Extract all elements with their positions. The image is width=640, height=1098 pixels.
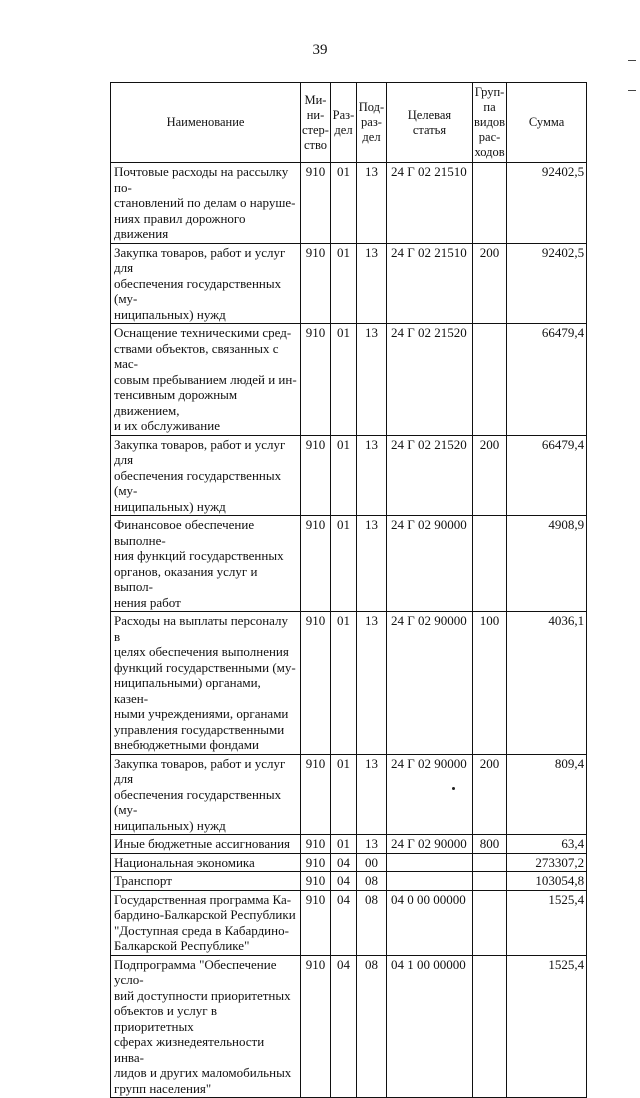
header-subsection-line: дел <box>362 130 381 144</box>
cell-target-article: 24 Г 02 21520 <box>386 324 472 436</box>
cell-target-article: 24 Г 02 21510 <box>386 163 472 244</box>
cell-ministry: 910 <box>301 890 331 955</box>
cell-ministry: 910 <box>301 435 331 516</box>
cell-section: 01 <box>330 612 356 755</box>
header-subsection-line: Под- <box>358 100 385 114</box>
cell-ministry: 910 <box>301 324 331 436</box>
table-row <box>111 612 587 755</box>
table-row <box>111 163 587 244</box>
cell-ministry: 910 <box>301 955 331 1098</box>
table-row <box>111 835 587 854</box>
cell-expense-group <box>472 872 506 891</box>
cell-name-line: Транспорт <box>114 873 172 888</box>
cell-target-article <box>386 872 472 891</box>
cell-name-line: ствами объектов, связанных с мас- <box>114 340 279 371</box>
header-name: Наименование <box>111 83 301 163</box>
cell-name <box>111 435 301 516</box>
cell-name-line: групп населения" <box>114 1080 212 1096</box>
cell-sum: 1525,4 <box>507 955 587 1098</box>
cell-name-line: Финансовое обеспечение выполне- <box>114 517 255 548</box>
cell-section: 01 <box>330 835 356 854</box>
cell-name-line: сферах жизнедеятельности инва- <box>114 1034 265 1065</box>
header-section-line: Раз- <box>332 107 355 122</box>
header-subsection-line: раз- <box>361 115 382 129</box>
cell-name-line: становлений по делам о наруше- <box>114 195 296 210</box>
header-ministry-line: ни- <box>306 107 325 122</box>
cell-expense-group <box>472 890 506 955</box>
cell-subsection: 13 <box>356 324 386 436</box>
header-sum: Сумма <box>507 83 587 163</box>
cell-name-line: Закупка товаров, работ и услуг для <box>114 244 286 275</box>
cell-subsection: 08 <box>356 955 386 1098</box>
cell-name <box>111 835 301 854</box>
cell-ministry: 910 <box>301 872 331 891</box>
header-target-line: статья <box>412 122 447 137</box>
cell-expense-group <box>472 516 506 612</box>
cell-sum: 63,4 <box>507 835 587 854</box>
header-group-line: па <box>483 100 496 114</box>
cell-name <box>111 890 301 955</box>
cell-ministry: 910 <box>301 243 331 324</box>
cell-name-line: Оснащение техническими сред- <box>114 325 292 340</box>
cell-section: 01 <box>330 324 356 436</box>
cell-ministry: 910 <box>301 754 331 835</box>
table-row <box>111 872 587 891</box>
cell-target-article: 24 Г 02 21510 <box>386 243 472 324</box>
cell-ministry: 910 <box>301 612 331 755</box>
cell-target-article: 24 Г 02 90000 <box>386 835 472 854</box>
cell-name-line: Национальная экономика <box>114 854 255 870</box>
cell-name-line: ниципальных) нужд <box>114 498 226 514</box>
cell-sum: 1525,4 <box>507 890 587 955</box>
cell-subsection: 13 <box>356 243 386 324</box>
cell-name <box>111 243 301 324</box>
cell-name-line: обеспечения государственных (му- <box>114 467 282 498</box>
cell-name-line: обеспечения государственных (му- <box>114 275 282 306</box>
header-ministry <box>301 83 331 163</box>
cell-sum: 92402,5 <box>507 243 587 324</box>
header-subsection <box>356 83 386 163</box>
cell-name-line: ниципальных) нужд <box>114 817 226 833</box>
header-ministry-line: ство <box>303 137 328 152</box>
cell-expense-group <box>472 163 506 244</box>
cell-subsection: 13 <box>356 612 386 755</box>
cell-name-line: Закупка товаров, работ и услуг для <box>114 436 286 467</box>
cell-subsection: 13 <box>356 163 386 244</box>
header-target-article <box>386 83 472 163</box>
cell-sum: 809,4 <box>507 754 587 835</box>
table-row <box>111 890 587 955</box>
header-section <box>330 83 356 163</box>
cell-sum: 92402,5 <box>507 163 587 244</box>
cell-ministry: 910 <box>301 516 331 612</box>
cell-name-line: ниципальных) нужд <box>114 306 226 322</box>
cell-name <box>111 612 301 755</box>
cell-name <box>111 754 301 835</box>
budget-table <box>110 82 587 1098</box>
header-group-line: рас- <box>478 130 501 144</box>
cell-sum: 4908,9 <box>507 516 587 612</box>
header-ministry-line: Ми- <box>304 92 327 107</box>
cell-name-line: целях обеспечения выполнения <box>114 644 289 659</box>
cell-expense-group <box>472 324 506 436</box>
cell-section: 01 <box>330 243 356 324</box>
cell-target-article: 24 Г 02 21520 <box>386 435 472 516</box>
cell-target-article: 24 Г 02 90000 <box>386 612 472 755</box>
table-row <box>111 853 587 872</box>
header-expense-group <box>472 83 506 163</box>
header-section-line: дел <box>334 122 353 137</box>
cell-subsection: 08 <box>356 872 386 891</box>
table-row <box>111 243 587 324</box>
cell-name-line: ными учреждениями, органами <box>114 706 289 721</box>
cell-name-line: Почтовые расходы на рассылку по- <box>114 164 289 195</box>
cell-name-line: нения работ <box>114 594 181 610</box>
cell-name-line: Государственная программа Ка- <box>114 891 292 907</box>
edge-mark <box>628 60 636 61</box>
cell-name <box>111 872 301 891</box>
cell-section: 01 <box>330 435 356 516</box>
table-row <box>111 435 587 516</box>
cell-name-line: и их обслуживание <box>114 418 220 433</box>
cell-expense-group <box>472 853 506 872</box>
cell-section: 04 <box>330 955 356 1098</box>
table-header-row <box>111 83 587 163</box>
cell-subsection: 08 <box>356 890 386 955</box>
cell-name-line: "Доступная среда в Кабардино- <box>114 922 289 938</box>
cell-section: 04 <box>330 853 356 872</box>
cell-name <box>111 955 301 1098</box>
cell-expense-group: 800 <box>472 835 506 854</box>
cell-sum: 103054,8 <box>507 872 587 891</box>
cell-ministry: 910 <box>301 163 331 244</box>
cell-subsection: 00 <box>356 853 386 872</box>
table-body <box>111 163 587 1098</box>
header-group-line: Груп- <box>474 85 505 99</box>
header-target-line: Целевая <box>407 107 452 122</box>
cell-name-line: Расходы на выплаты персоналу в <box>114 613 289 644</box>
cell-section: 01 <box>330 516 356 612</box>
cell-name-line: ния функций государственных <box>114 548 284 563</box>
cell-sum: 273307,2 <box>507 853 587 872</box>
cell-name-line: Закупка товаров, работ и услуг для <box>114 755 286 786</box>
cell-name-line: совым пребыванием людей и ин- <box>114 371 297 387</box>
cell-target-article: 04 1 00 00000 <box>386 955 472 1098</box>
cell-target-article: 04 0 00 00000 <box>386 890 472 955</box>
cell-ministry: 910 <box>301 853 331 872</box>
cell-sum: 4036,1 <box>507 612 587 755</box>
cell-target-article: 24 Г 02 90000 <box>386 754 472 835</box>
scan-dot <box>452 787 455 790</box>
cell-subsection: 13 <box>356 835 386 854</box>
cell-name-line: Подпрограмма "Обеспечение усло- <box>114 956 277 987</box>
cell-subsection: 13 <box>356 435 386 516</box>
header-group-line: ходов <box>474 145 505 159</box>
cell-section: 01 <box>330 163 356 244</box>
cell-ministry: 910 <box>301 835 331 854</box>
cell-sum: 66479,4 <box>507 324 587 436</box>
cell-name-line: лидов и других маломобильных <box>114 1065 292 1080</box>
header-ministry-line: стер- <box>302 122 329 137</box>
cell-name-line: обеспечения государственных (му- <box>114 786 282 817</box>
cell-name-line: органов, оказания услуг и выпол- <box>114 563 258 594</box>
cell-section: 01 <box>330 754 356 835</box>
cell-subsection: 13 <box>356 754 386 835</box>
cell-name-line: Балкарской Республике" <box>114 938 250 953</box>
cell-name <box>111 516 301 612</box>
cell-expense-group: 100 <box>472 612 506 755</box>
cell-name-line: вий доступности приоритетных <box>114 987 291 1003</box>
cell-name-line: бардино-Балкарской Республики <box>114 907 296 922</box>
cell-name-line: ниях правил дорожного движения <box>114 210 246 241</box>
cell-expense-group: 200 <box>472 243 506 324</box>
table-row <box>111 754 587 835</box>
cell-section: 04 <box>330 872 356 891</box>
cell-name-line: объектов и услуг в приоритетных <box>114 1003 218 1034</box>
cell-name-line: тенсивным дорожным движением, <box>114 387 238 418</box>
table-row <box>111 955 587 1098</box>
cell-name-line: управления государственными <box>114 721 285 737</box>
cell-expense-group: 200 <box>472 754 506 835</box>
cell-name <box>111 163 301 244</box>
table-row <box>111 516 587 612</box>
cell-expense-group: 200 <box>472 435 506 516</box>
cell-name-line: функций государственными (му- <box>114 659 296 675</box>
cell-subsection: 13 <box>356 516 386 612</box>
cell-target-article <box>386 853 472 872</box>
table-row <box>111 324 587 436</box>
cell-sum: 66479,4 <box>507 435 587 516</box>
page-number: 39 <box>312 42 328 58</box>
cell-name-line: ниципальными) органами, казен- <box>114 675 261 706</box>
cell-name-line: Иные бюджетные ассигнования <box>114 836 291 851</box>
cell-name-line: внебюджетными фондами <box>114 737 259 752</box>
cell-name <box>111 853 301 872</box>
header-group-line: видов <box>473 115 506 129</box>
cell-section: 04 <box>330 890 356 955</box>
edge-mark <box>628 90 636 91</box>
cell-name <box>111 324 301 436</box>
cell-expense-group <box>472 955 506 1098</box>
cell-target-article: 24 Г 02 90000 <box>386 516 472 612</box>
